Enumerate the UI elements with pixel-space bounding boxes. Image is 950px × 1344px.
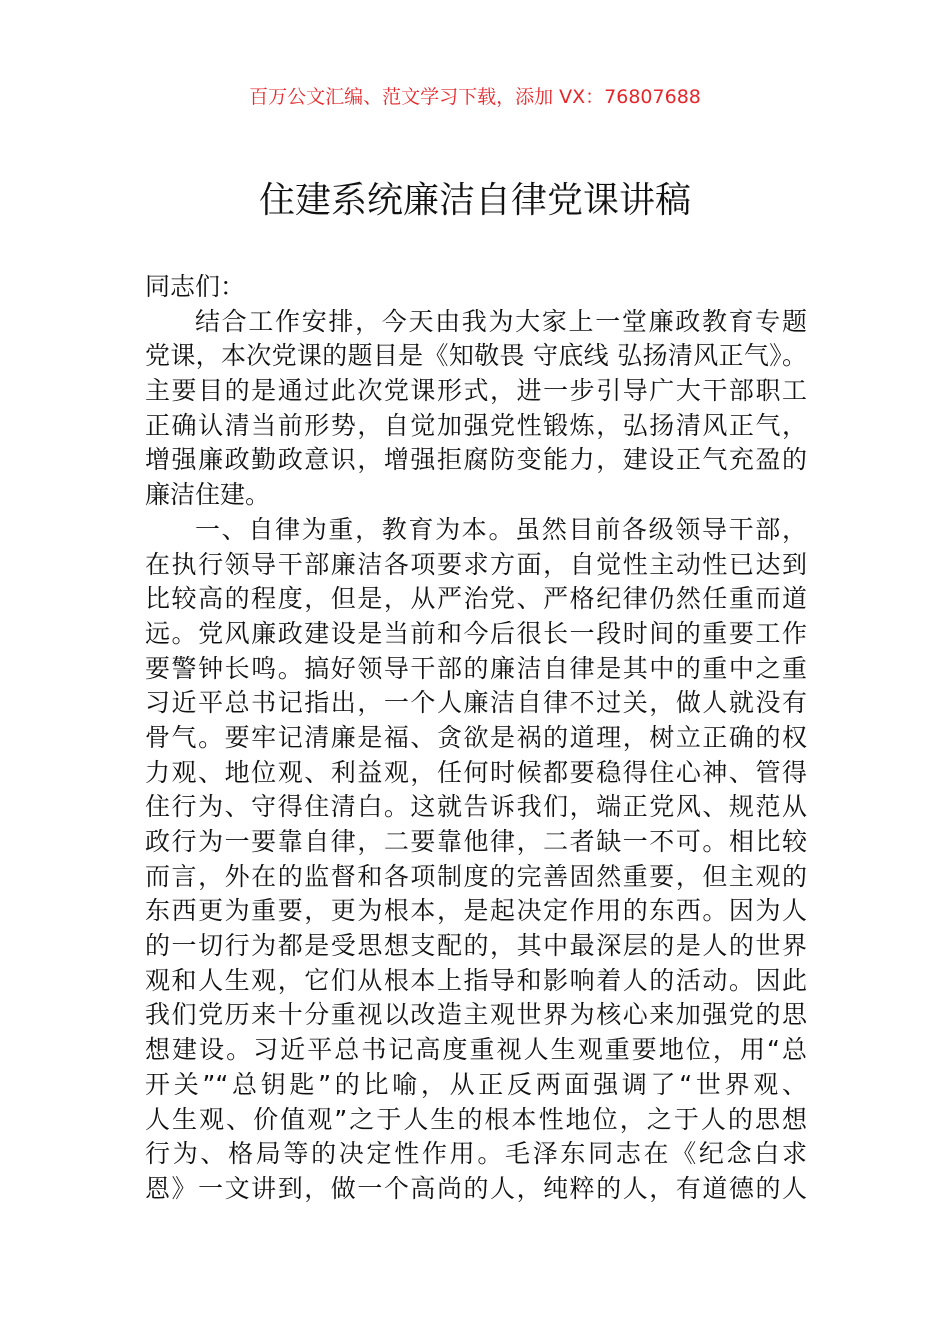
paragraph-line: 主要目的是通过此次党课形式，进一步引导广大干部职工 [145, 376, 807, 406]
paragraph-line: 在执行领导干部廉洁各项要求方面，自觉性主动性已达到 [145, 549, 807, 579]
salutation: 同志们： [145, 272, 246, 301]
download-notice-header: 百万公文汇编、范文学习下载，添加 VX：76807688 [249, 86, 701, 108]
paragraph-line: 结合工作安排，今天由我为大家上一堂廉政教育专题 [195, 306, 807, 336]
paragraph-line: 的一切行为都是受思想支配的，其中最深层的是人的世界 [145, 931, 807, 961]
paragraph-line: 力观、地位观、利益观，任何时候都要稳得住心神、管得 [145, 757, 807, 787]
paragraph-line: 而言，外在的监督和各项制度的完善固然重要，但主观的 [145, 861, 807, 891]
paragraph-line: 开关”“总钥匙”的比喻，从正反两面强调了“世界观、 [145, 1069, 807, 1099]
paragraph-line: 习近平总书记指出，一个人廉洁自律不过关，做人就没有 [145, 688, 807, 718]
paragraph-line: 行为、格局等的决定性作用。毛泽东同志在《纪念白求 [145, 1139, 807, 1169]
paragraph-line: 骨气。要牢记清廉是福、贪欲是祸的道理，树立正确的权 [145, 722, 807, 752]
paragraph-line: 住行为、守得住清白。这就告诉我们，端正党风、规范从 [145, 792, 807, 822]
paragraph-line: 远。党风廉政建设是当前和今后很长一段时间的重要工作 [145, 618, 807, 648]
paragraph-line: 恩》一文讲到，做一个高尚的人，纯粹的人，有道德的人 [145, 1173, 807, 1203]
paragraph-line: 我们党历来十分重视以改造主观世界为核心来加强党的思 [145, 1000, 807, 1030]
document-title: 住建系统廉洁自律党课讲稿 [258, 180, 691, 221]
paragraph-line: 想建设。习近平总书记高度重视人生观重要地位，用“总 [145, 1035, 807, 1065]
paragraph-line: 人生观、价值观”之于人生的根本性地位，之于人的思想 [145, 1104, 807, 1134]
document-body [145, 270, 807, 1207]
section-heading-line: 一、自律为重，教育为本。虽然目前各级领导干部， [195, 514, 807, 544]
paragraph-line: 观和人生观，它们从根本上指导和影响着人的活动。因此 [145, 965, 807, 995]
paragraph-line: 要警钟长鸣。搞好领导干部的廉洁自律是其中的重中之重 [145, 653, 807, 683]
paragraph-line: 增强廉政勤政意识，增强拒腐防变能力，建设正气充盈的 [145, 445, 807, 475]
paragraph-line: 东西更为重要，更为根本，是起决定作用的东西。因为人 [145, 896, 807, 926]
paragraph-line: 党课，本次党课的题目是《知敬畏 守底线 弘扬清风正气》。 [145, 341, 807, 371]
paragraph-line: 政行为一要靠自律，二要靠他律，二者缺一不可。相比较 [145, 827, 807, 856]
paragraph-line: 廉洁住建。 [145, 480, 271, 510]
paragraph-line: 正确认清当前形势，自觉加强党性锻炼，弘扬清风正气， [145, 410, 807, 440]
paragraph-line: 比较高的程度，但是，从严治党、严格纪律仍然任重而道 [145, 584, 807, 614]
